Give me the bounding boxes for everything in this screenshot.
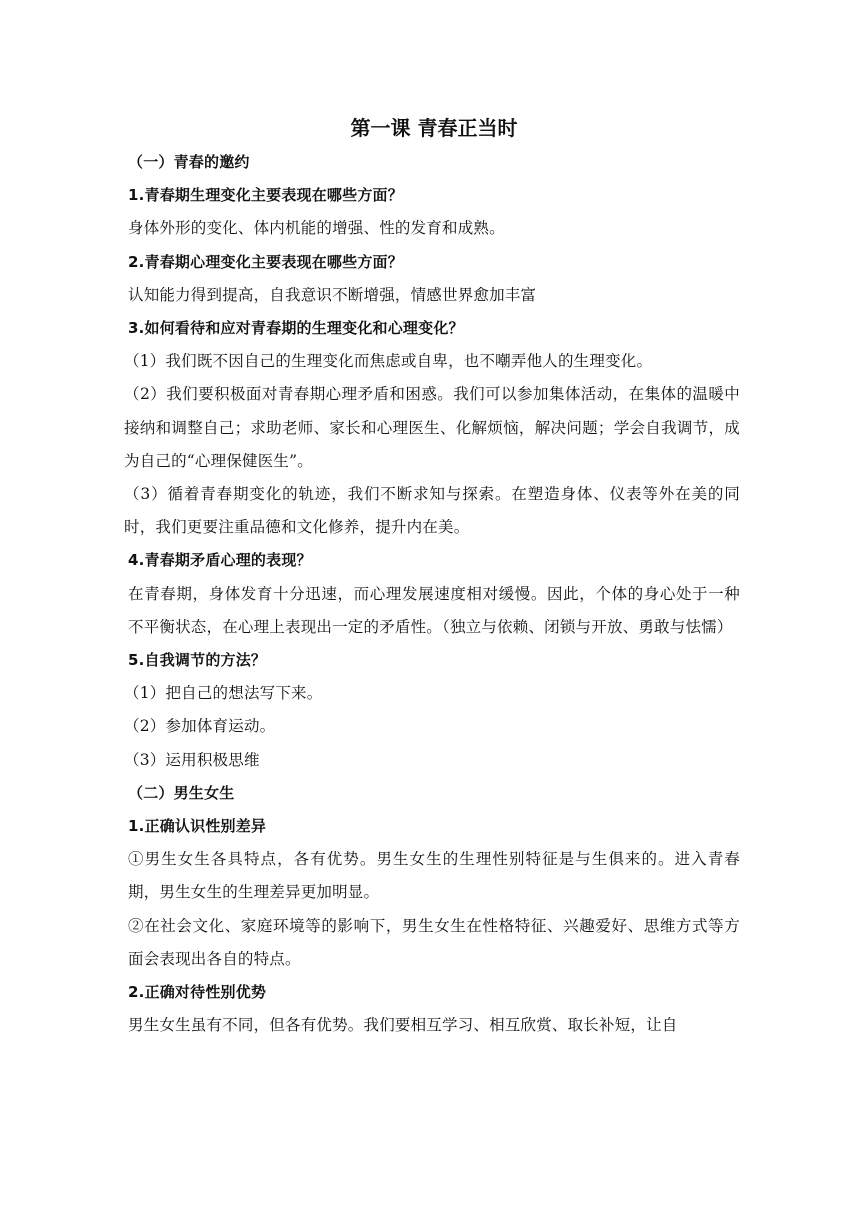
list-item: （1）把自己的想法写下来。 [124, 684, 323, 703]
section-heading: 2.青春期心理变化主要表现在哪些方面？ [128, 252, 403, 271]
section-heading: （一）青春的邀约 [128, 153, 250, 171]
page-title: 第一课 青春正当时 [350, 116, 518, 140]
section-heading: 2.正确对待性别优势 [128, 983, 267, 1002]
paragraph: ②在社会文化、家庭环境等的影响下，男生女生在性格特征、兴趣爱好、思维方式等方面会表现出各自的特点。 [128, 916, 740, 968]
document-body [124, 146, 740, 1042]
paragraph: 男生女生虽有不同，但各有优势。我们要相互学习、相互欣赏、取长补短，让自 [128, 1016, 678, 1035]
paragraph: 在青春期，身体发育十分迅速，而心理发展速度相对缓慢。因此，个体的身心处于一种不平衡状态，在心理上表现出一定的矛盾性。（独立与依赖、闭锁与开放、勇敢与怯懦） [128, 584, 740, 636]
paragraph: ①男生女生各具特点，各有优势。男生女生的生理性别特征是与生俱来的。进入青春期，男生女生的生理差异更加明显。 [128, 850, 740, 902]
section-heading: 1.青春期生理变化主要表现在哪些方面？ [128, 186, 403, 205]
list-item: （2）参加体育运动。 [124, 717, 276, 736]
list-item: （3）循着青春期变化的轨迹，我们不断求知与探索。在塑造身体、仪表等外在美的同时，我们更要注重品德和文化修养，提升内在美。 [124, 485, 740, 537]
list-item: （2）我们要积极面对青春期心理矛盾和困惑。我们可以参加集体活动，在集体的温暖中接纳和调整自己；求助老师、家长和心理医生、化解烦恼，解决问题；学会自我调节，成为自己的“心理保健医生”。 [124, 385, 740, 470]
section-heading: 1.正确认识性别差异 [128, 817, 267, 836]
section-heading: 5.自我调节的方法？ [128, 651, 267, 670]
section-heading: 4.青春期矛盾心理的表现？ [128, 551, 312, 570]
section-heading: （二）男生女生 [128, 783, 235, 802]
list-item: （1）我们既不因自己的生理变化而焦虑或自卑，也不嘲弄他人的生理变化。 [124, 352, 653, 371]
paragraph: 认知能力得到提高，自我意识不断增强，情感世界愈加丰富 [128, 285, 537, 304]
section-heading: 3.如何看待和应对青春期的生理变化和心理变化？ [128, 319, 464, 338]
paragraph: 身体外形的变化、体内机能的增强、性的发育和成熟。 [128, 219, 505, 238]
list-item: （3）运用积极思维 [124, 750, 260, 769]
